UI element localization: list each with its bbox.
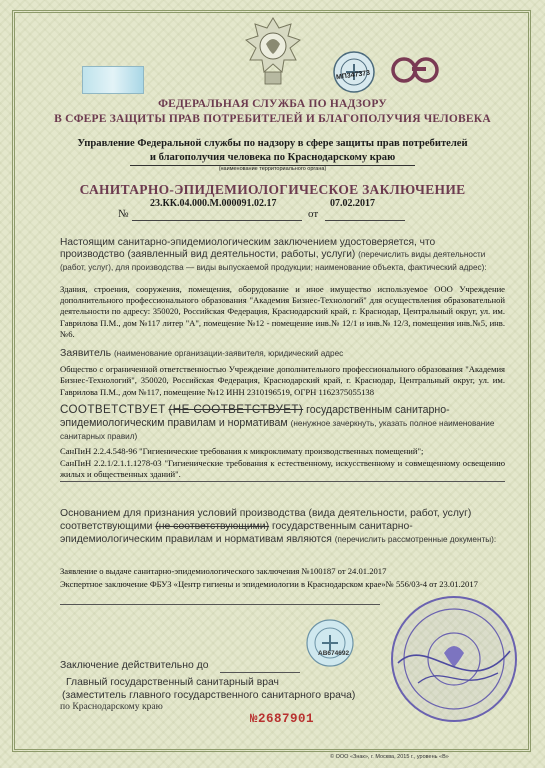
basis-hint: (перечислить рассмотренные документы): <box>334 534 497 544</box>
number-underline <box>132 220 302 221</box>
basis-document-1: Заявление о выдаче санитарно-эпидемиологического заключения №100187 от 24.01.2017 <box>60 566 387 576</box>
documents-underline <box>60 604 380 605</box>
certificate-number: 23.КК.04.000.М.000091.02.17 <box>150 198 277 209</box>
official-stamp-icon <box>388 593 520 725</box>
applicant-hint: (наименование организации-заявителя, юридический адрес <box>114 349 344 358</box>
rules-underline <box>60 481 505 482</box>
complies-rest: государственным санитарно-эпидемиологическим правилам и нормативам <box>60 404 450 429</box>
hologram-strip <box>82 66 144 94</box>
rst-mark-number: МП347373 <box>335 69 371 82</box>
not-complies-word: (НЕ СООТВЕТСТВУЕТ) <box>168 403 304 416</box>
number-label: № <box>118 208 129 220</box>
complies-hint: (ненужное зачеркнуть, указать полное наименование санитарных правил) <box>60 419 495 441</box>
sanitary-mark-icon <box>390 56 442 84</box>
applicant-label: Заявитель <box>60 347 112 359</box>
agency-name-line2: В СФЕРЕ ЗАЩИТЫ ПРАВ ПОТРЕБИТЕЛЕЙ И БЛАГОПОЛУЧИЯ ЧЕЛОВЕКА <box>54 113 491 125</box>
compliance-statement <box>60 403 505 443</box>
signer-title-2: (заместитель главного государственного санитарного врача) <box>62 690 356 701</box>
basis-text-1: Основанием для признания условий производства (вида деятельности, работ, услуг) соответствующими <box>60 508 472 532</box>
complies-word: СООТВЕТСТВУЕТ <box>60 403 166 416</box>
territorial-body-line1: Управление Федеральной службы по надзору в сфере защиты прав потребителей <box>77 138 468 149</box>
intro-text: Настоящим санитарно-эпидемиологическим заключением удостоверяется, что производство (заявленный вид деятельности, работы, услуги) <box>60 237 436 261</box>
sanitary-rule-2: СанПиН 2.2.1/2.1.1.1278-03 "Гигиенические требования к естественному, искусственному и совмещенному освещению жилых и общественных зданий". <box>60 458 505 480</box>
eagle-emblem-icon <box>238 14 308 88</box>
hologram-seal-icon <box>305 618 355 668</box>
signer-title-3: по Краснодарскому краю <box>60 701 163 712</box>
form-serial-number: №2687901 <box>250 712 315 726</box>
date-underline <box>325 220 405 221</box>
applicant-heading <box>60 347 343 359</box>
certificate-title: САНИТАРНО-ЭПИДЕМИОЛОГИЧЕСКОЕ ЗАКЛЮЧЕНИЕ <box>79 182 466 197</box>
basis-strike: (не соответствующими) <box>155 520 270 532</box>
validity-label: Заключение действительно до <box>60 660 209 671</box>
basis-document-2: Экспертное заключение ФБУЗ «Центр гигиены и эпидемиологии в Краснодарском крае»№ 556/03-4 от 23.01.2017 <box>60 579 478 589</box>
certificate-date: 07.02.2017 <box>330 198 375 209</box>
agency-name-line1: ФЕДЕРАЛЬНАЯ СЛУЖБА ПО НАДЗОРУ <box>158 98 387 110</box>
validity-underline <box>220 672 300 673</box>
object-description: Здания, строения, сооружения, помещения, оборудование и иное имущество используемое ООО Учреждение дополнительного профессионального образования "Академия Бизнес-Технологий" для осуществления образовательной деятельности по адресу: 350020, Российская Федерация, Краснодарский край, г. Краснодар, Центральный округ, ул. им. Гаврилова П.М., дом №117 литер "А", помещение №12 - помещение инв.№ 12/1 и инв.№ 12/3, помещения инв.№5, инв.№6. <box>60 284 505 339</box>
intro-hint: (перечислить виды деятельности (работ, услуг), для производства — виды выпускаемой продукции; наименование объекта, фактический адрес): <box>60 250 487 272</box>
sanitary-rule-1: СанПиН 2.2.4.548-96 "Гигиенические требования к микроклимату производственных помещений"; <box>60 446 424 456</box>
hologram-number: АВ674692 <box>318 650 350 657</box>
applicant-details: Общество с ограниченной ответственностью Учреждение дополнительного профессионального образования "Академия Бизнес-Технологий", 350020, Российская Федерация, Краснодарский край, г. Краснодар, Центральный округ, ул. им. Гаврилова П.М., дом №117, помещение №12 ИНН 2310196519, ОГРН 1162375055138 <box>60 364 505 397</box>
basis-text-2: государственным санитарно-эпидемиологическим правилам и нормативам являются <box>60 520 413 545</box>
intro-paragraph <box>60 237 500 274</box>
printer-footer: © ООО «Знак», г. Москва, 2015 г., уровень «В» <box>330 754 449 760</box>
signer-title-1: Главный государственный санитарный врач <box>66 677 279 688</box>
territorial-body-line2: и благополучия человека по Краснодарскому краю <box>149 152 396 163</box>
territorial-body-caption: (наименование территориального органа) <box>218 166 327 172</box>
date-label: от <box>308 208 319 220</box>
basis-paragraph <box>60 508 505 546</box>
